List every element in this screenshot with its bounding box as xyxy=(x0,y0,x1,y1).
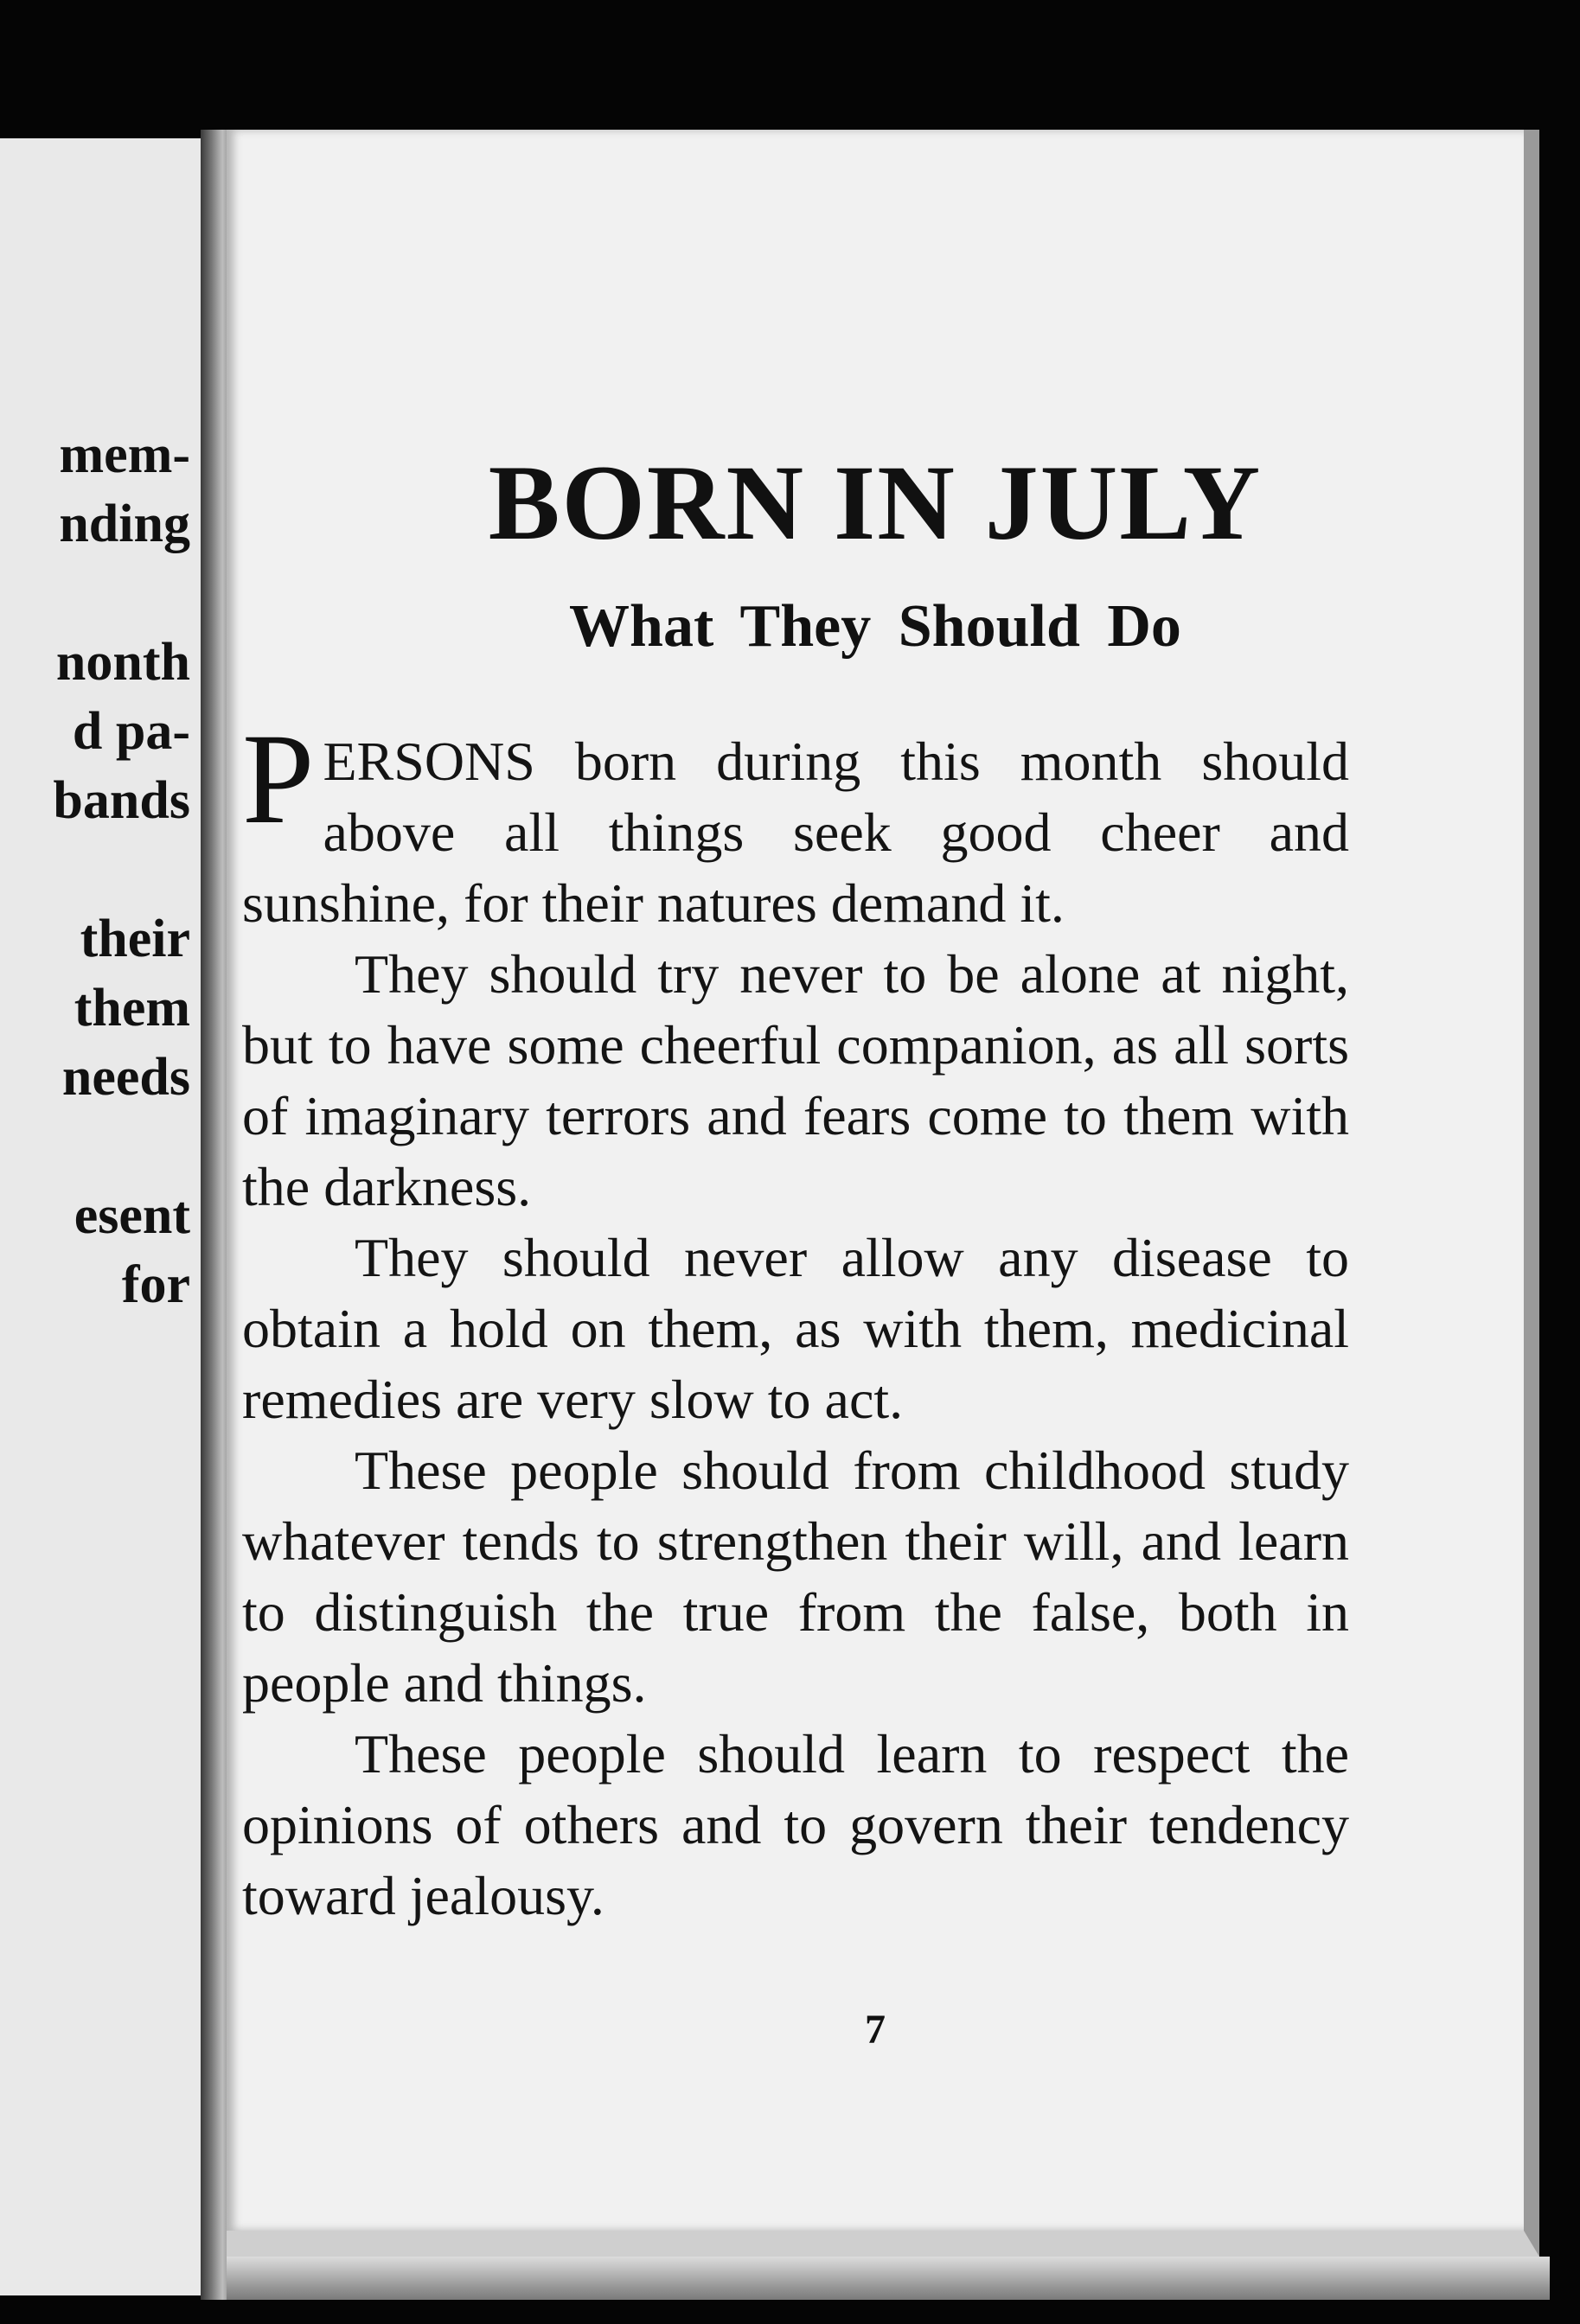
body-text xyxy=(242,707,1349,1931)
paragraph: They should try never to be alone at night, but to have some cheerful companion, as all sorts of imaginary terrors and fears come to them with the darkness. xyxy=(242,943,1349,1217)
left-fragment: d pa- xyxy=(72,702,190,761)
paragraph xyxy=(242,707,1349,939)
book-page xyxy=(227,130,1539,2257)
drop-cap: P xyxy=(242,707,315,851)
paragraph: They should never allow any disease to obtain a hold on them, as with them, medicinal remedies are very slow to act. xyxy=(242,1227,1349,1430)
page-subtitle: What They Should Do xyxy=(569,593,1181,660)
left-fragment: needs xyxy=(61,1048,190,1107)
left-fragment: bands xyxy=(53,771,190,830)
left-fragment: for xyxy=(121,1255,190,1314)
paragraph: These people should from childhood study whatever tends to strengthen their will, and learn to distinguish the true from the false, both in people and things. xyxy=(242,1440,1349,1714)
left-fragment: esent xyxy=(74,1186,190,1245)
left-fragment: nonth xyxy=(55,633,190,692)
page-number: 7 xyxy=(865,2007,886,2053)
left-fragment: their xyxy=(80,910,190,968)
paragraph-text: ERSONS born during this month should above all things seek good cheer and sunshine, for their natures demand it. xyxy=(242,731,1349,934)
left-fragment: them xyxy=(74,979,190,1038)
page-title: BORN IN JULY xyxy=(488,444,1263,562)
facing-page-fragment xyxy=(0,138,206,2295)
paragraph: These people should learn to respect the opinions of others and to govern their tendency toward jealousy. xyxy=(242,1723,1349,1926)
left-fragment: mem- xyxy=(59,425,190,484)
left-fragment: nding xyxy=(59,495,190,553)
page-bottom-edge xyxy=(227,2257,1550,2300)
